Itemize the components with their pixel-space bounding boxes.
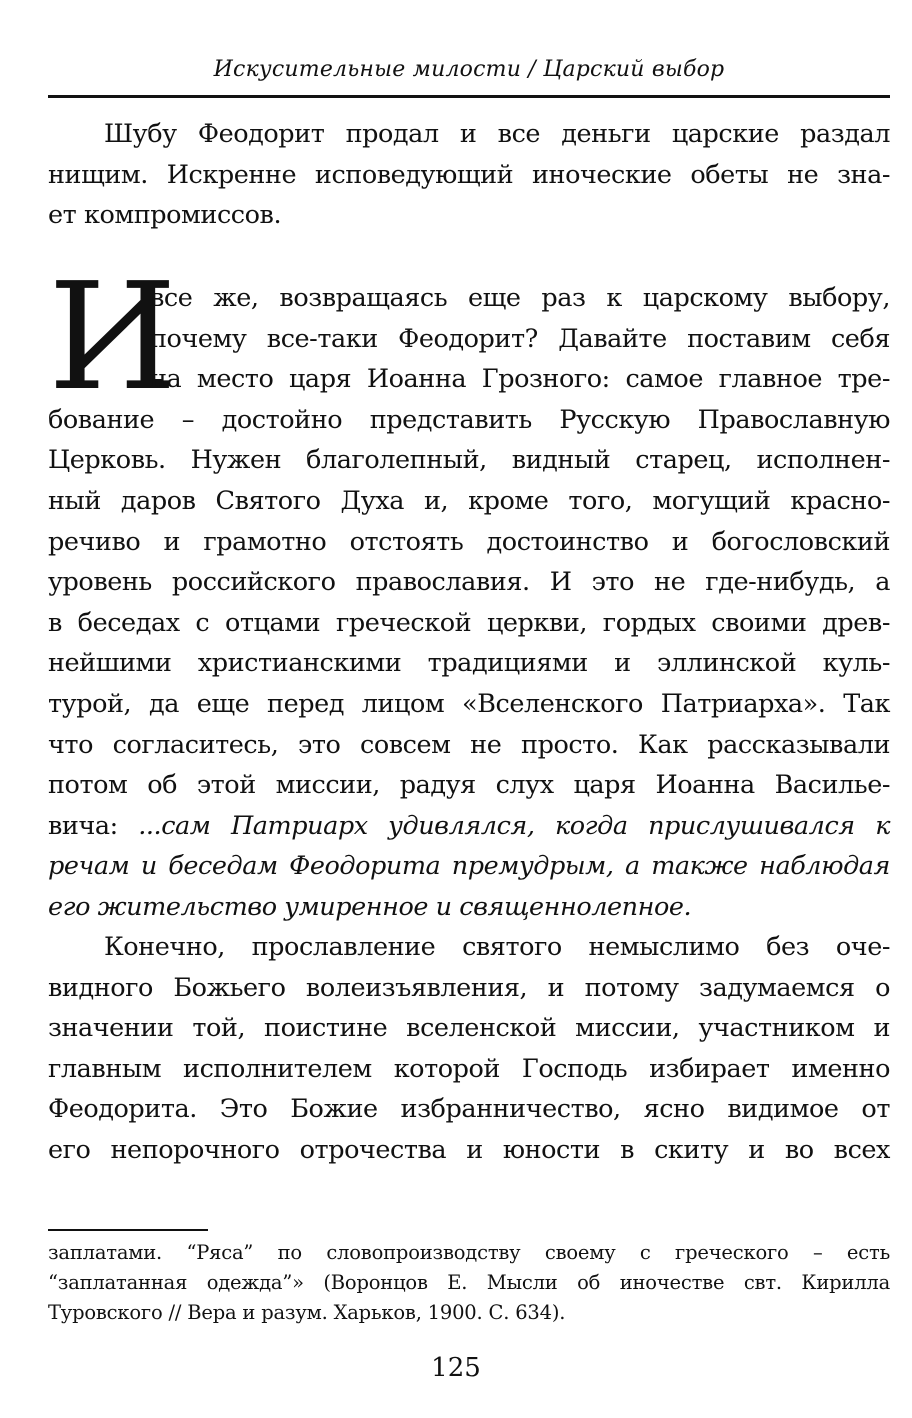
text-line [48, 806, 890, 847]
drop-cap: И [48, 251, 178, 423]
paragraph-3 [48, 927, 890, 1171]
text-line: речиво и грамотно отстоять достоинство и богословский [48, 526, 890, 557]
text-line: Феодорита. Это Божие избранничество, ясно видимое от [48, 1094, 890, 1125]
text-line: потом об этой миссии, радуя слух царя Иоанна Василье- [48, 770, 890, 801]
text-line: видного Божьего волеизъявления, и потому задумаемся о [48, 972, 890, 1003]
footnote [48, 1238, 890, 1328]
text-line: его непорочного отрочества и юности в скиту и во всех [48, 1134, 890, 1165]
text-line: ет компромиссов. [48, 200, 282, 231]
text-line: Шубу Феодорит продал и все деньги царские раздал [104, 119, 890, 149]
page-number: 125 [431, 1353, 481, 1383]
text-line: Конечно, прославление святого немыслимо без оче- [104, 932, 890, 962]
running-header: Искусительные милости / Царский выбор [213, 57, 725, 82]
text-line: нищим. Искренне исповедующий иноческие обеты не зна- [48, 159, 890, 190]
footnote-rule [48, 1229, 208, 1231]
text-line: что согласитесь, это совсем не просто. Как рассказывали [48, 729, 890, 760]
footnote-line: “заплатанная одежда”» (Воронцов Е. Мысли об иночестве свт. Кирилла [48, 1271, 890, 1294]
quote-run: ...сам Патриарх удивлялся, когда прислушивался к [138, 810, 890, 841]
text-line: уровень российского православия. И это не где-нибудь, а [48, 567, 890, 598]
paragraph-1 [48, 114, 890, 236]
paragraph-2 [48, 278, 890, 928]
text-line: на место царя Иоанна Грозного: самое главное тре- [150, 364, 890, 395]
text-line: все же, возвращаясь еще раз к царскому выбору, [150, 283, 890, 313]
text-line: значении той, поистине вселенской миссии, участником и [48, 1013, 890, 1044]
footnote-line: Туровского // Вера и разум. Харьков, 1900. С. 634). [48, 1301, 566, 1324]
footnote-line: заплатами. “Ряса” по словопроизводству своему с греческого – есть [48, 1241, 890, 1264]
text-line: главным исполнителем которой Господь избирает именно [48, 1053, 890, 1084]
text-line: в беседах с отцами греческой церкви, гордых своими древ- [48, 607, 890, 638]
dropcap-lines [48, 278, 890, 400]
text-line: нейшими христианскими традициями и эллинской куль- [48, 648, 890, 679]
quote-line: речам и беседам Феодорита премудрым, а также наблюдая [48, 851, 890, 882]
text-line: Церковь. Нужен благолепный, видный старец, исполнен- [48, 445, 890, 476]
quote-line: его жительство умиренное и священнолепное. [48, 891, 692, 922]
text-line: почему все-таки Феодорит? Давайте поставим себя [150, 323, 890, 354]
text-line: турой, да еще перед лицом «Вселенского Патриарха». Так [48, 688, 890, 719]
header-rule [48, 95, 890, 98]
text-line: бование – достойно представить Русскую Православную [48, 404, 890, 435]
text-run: вича: [48, 810, 139, 841]
text-line: ный даров Святого Духа и, кроме того, могущий красно- [48, 485, 890, 516]
